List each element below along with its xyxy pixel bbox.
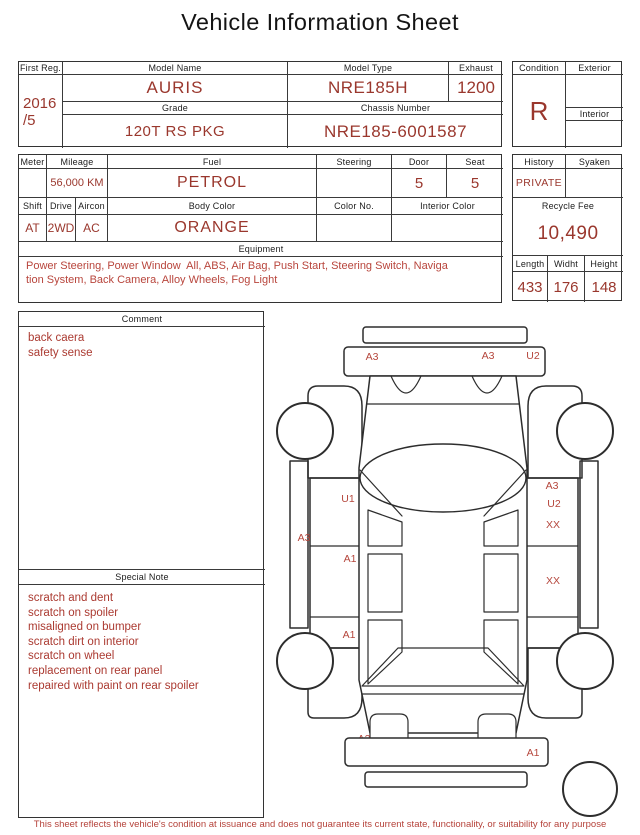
recycle-fee-value: 10,490 [513, 213, 623, 256]
front-left-wheel [277, 403, 333, 459]
exterior-value [566, 75, 623, 108]
model-name-value: AURIS [63, 75, 288, 102]
meter-value [19, 169, 47, 198]
first-reg-value [19, 75, 63, 148]
interior-value [566, 121, 623, 148]
special-note-label: Special Note [19, 569, 265, 585]
damage-mark: U2 [547, 498, 561, 510]
rear-bumper [345, 738, 548, 766]
model-name-label: Model Name [63, 62, 288, 75]
recycle-fee-label: Recycle Fee [541, 200, 595, 211]
damage-mark: A1 [343, 553, 357, 565]
equipment-label: Equipment [19, 242, 503, 257]
interior-color-label: Interior Color [392, 198, 503, 215]
damage-mark: A3 [545, 480, 559, 492]
exhaust-value: 1200 [449, 75, 503, 102]
meter-label: Meter [19, 155, 47, 169]
comment-label: Comment [19, 312, 265, 327]
exhaust-label: Exhaust [449, 62, 503, 75]
spare-tire [563, 762, 617, 816]
body-color-label: Body Color [108, 198, 317, 215]
comment-box [18, 311, 264, 818]
fuel-value: PETROL [108, 169, 317, 198]
first-reg-label: First Reg. [19, 63, 61, 73]
rear-bottom-strip [365, 772, 527, 787]
damage-mark: U1 [341, 493, 355, 505]
damage-mark: XX [545, 519, 561, 531]
damage-mark: A3 [365, 351, 379, 363]
interior-label: Interior [566, 108, 623, 121]
chassis-number-label: Chassis Number [288, 102, 503, 115]
damage-mark: A3 [297, 532, 311, 544]
mileage-value: 56,000 KM [47, 169, 108, 198]
equipment-line-1: Power Steering, Power Window All, ABS, Air Bag, Push Start, Steering Switch, Naviga [26, 260, 448, 272]
special-note-line: scratch on wheel [28, 650, 115, 663]
history-label: History [513, 155, 566, 169]
equipment-line-2: tion System, Back Camera, Alloy Wheels, Fog Light [26, 274, 278, 286]
first-reg-year: 2016 [23, 94, 57, 112]
disclaimer-text: This sheet reflects the vehicle's condition at issuance and does not guarantee its current state, functionality, or suitability for any purpose [33, 819, 607, 830]
exterior-label: Exterior [566, 62, 623, 75]
damage-mark: A1 [526, 747, 540, 759]
height-value: 148 [591, 278, 617, 296]
shift-value: AT [19, 215, 47, 242]
spec-table [18, 154, 502, 303]
page-title: Vehicle Information Sheet [181, 9, 459, 35]
seat-value: 5 [447, 169, 503, 198]
special-note-line: repaired with paint on rear spoiler [28, 679, 199, 692]
rear-right-wheel [557, 633, 613, 689]
comment-line: safety sense [28, 346, 93, 359]
special-note-line: replacement on rear panel [28, 664, 163, 677]
width-label: Widht [548, 256, 585, 272]
length-value: 433 [513, 272, 548, 302]
model-type-value: NRE185H [288, 75, 449, 102]
aircon-label: Aircon [76, 198, 108, 215]
model-type-label: Model Type [288, 62, 449, 75]
front-right-wheel [557, 403, 613, 459]
condition-label: Condition [513, 62, 566, 75]
fuel-label: Fuel [108, 155, 317, 169]
steering-label: Steering [317, 155, 392, 169]
aircon-value: AC [76, 215, 108, 242]
special-note-line: scratch and dent [28, 592, 114, 604]
left-sill-panel [290, 461, 308, 628]
right-sill-panel [580, 461, 598, 628]
first-reg-month: /5 [23, 111, 36, 129]
color-no-label: Color No. [317, 198, 392, 215]
comment-content [28, 331, 258, 360]
special-note-line: scratch on spoiler [28, 606, 119, 619]
drive-value: 2WD [47, 215, 76, 242]
color-no-value [317, 215, 392, 242]
damage-mark: XX [545, 575, 561, 587]
rear-left-wheel [277, 633, 333, 689]
condition-box [512, 61, 622, 147]
front-top-strip [363, 327, 527, 343]
special-note-content [28, 591, 258, 693]
equipment-text [26, 259, 496, 287]
height-label: Height [585, 256, 623, 272]
car-damage-diagram [268, 312, 640, 822]
door-label: Door [392, 155, 447, 169]
syaken-label: Syaken [566, 155, 623, 169]
seat-label: Seat [447, 155, 503, 169]
history-value: PRIVATE [513, 169, 566, 198]
damage-mark: U2 [526, 350, 540, 362]
condition-grade-value: R [513, 75, 566, 148]
steering-value [317, 169, 392, 198]
special-note-line: scratch dirt on interior [28, 635, 139, 648]
history-box [512, 154, 622, 301]
length-label: Length [513, 256, 548, 272]
chassis-number-value: NRE185-6001587 [323, 121, 468, 141]
damage-mark: A3 [481, 350, 495, 362]
mileage-label: Mileage [47, 155, 108, 169]
drive-label: Drive [47, 198, 76, 215]
registration-table [18, 61, 502, 147]
door-value: 5 [392, 169, 447, 198]
syaken-value [566, 169, 623, 198]
special-note-line: misaligned on bumper [28, 621, 142, 634]
body-color-value: ORANGE [108, 215, 317, 242]
damage-mark: A1 [342, 629, 356, 641]
width-value: 176 [548, 272, 585, 302]
grade-value: 120T RS PKG [63, 115, 288, 148]
interior-color-value [392, 215, 503, 242]
shift-label: Shift [19, 198, 47, 215]
comment-line: back caera [28, 332, 85, 344]
grade-label: Grade [63, 102, 288, 115]
